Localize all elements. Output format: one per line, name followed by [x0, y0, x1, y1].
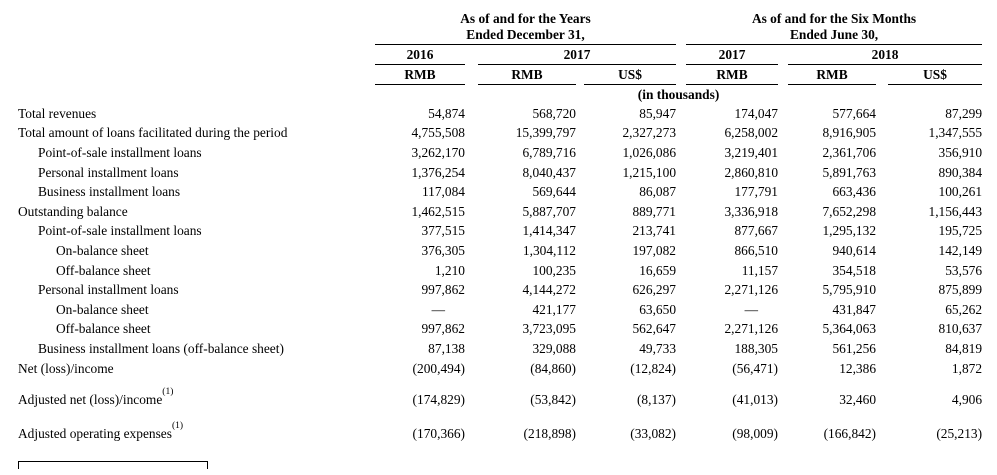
footnote-divider — [18, 461, 208, 469]
table-row — [0, 222, 997, 242]
cell-value: (41,013) — [732, 392, 779, 408]
margin-spacer — [982, 202, 997, 222]
margin-spacer — [982, 104, 997, 124]
cell-value: 54,874 — [428, 105, 465, 121]
margin-spacer — [982, 261, 997, 281]
column-gap — [778, 378, 788, 412]
column-gap — [778, 300, 788, 320]
table-row — [0, 412, 997, 446]
margin-spacer — [982, 378, 997, 412]
year-header-2017-sixmonths: 2017 — [686, 45, 778, 65]
column-gap — [576, 124, 584, 144]
column-gap — [576, 65, 584, 85]
column-gap — [676, 202, 686, 222]
column-gap — [676, 124, 686, 144]
column-gap — [778, 104, 788, 124]
table-row — [0, 241, 997, 261]
column-gap — [576, 280, 584, 300]
row-label: Off-balance sheet — [56, 262, 151, 278]
column-gap — [778, 241, 788, 261]
currency-header: RMB — [478, 65, 576, 85]
row-label: Business installment loans — [38, 184, 181, 200]
cell-value: 866,510 — [734, 242, 779, 258]
column-gap — [876, 65, 888, 85]
header-spacer — [0, 8, 375, 45]
group-header-annual-line2: Ended December 31, — [466, 27, 585, 42]
table-row — [0, 359, 997, 379]
row-label: Net (loss)/income — [18, 360, 114, 376]
cell-value: 4,906 — [951, 392, 983, 408]
margin-spacer — [982, 45, 997, 65]
cell-value: 197,082 — [632, 242, 677, 258]
column-gap — [576, 320, 584, 340]
column-gap — [576, 378, 584, 412]
column-gap — [576, 163, 584, 183]
column-gap — [465, 45, 478, 65]
column-gap — [465, 202, 478, 222]
cell-value: 6,258,002 — [724, 125, 779, 141]
margin-spacer — [982, 241, 997, 261]
column-gap — [778, 163, 788, 183]
column-gap — [465, 280, 478, 300]
cell-value: (98,009) — [732, 426, 779, 442]
group-header-annual-line1: As of and for the Years — [460, 11, 591, 26]
cell-value: 7,652,298 — [822, 203, 877, 219]
cell-value: 1,872 — [951, 360, 983, 376]
header-spacer — [0, 65, 375, 85]
cell-value: 4,755,508 — [411, 125, 465, 141]
column-gap — [876, 222, 888, 242]
column-gap — [778, 412, 788, 446]
row-label: Personal installment loans — [38, 164, 179, 180]
table-body — [0, 104, 997, 446]
cell-value: (218,898) — [523, 426, 576, 442]
cell-value: 3,336,918 — [724, 203, 779, 219]
column-gap — [876, 143, 888, 163]
cell-value: 562,647 — [632, 321, 677, 337]
margin-spacer — [982, 339, 997, 359]
units-note: (in thousands) — [637, 86, 720, 102]
cell-value: 8,916,905 — [822, 125, 877, 141]
column-gap — [876, 241, 888, 261]
column-gap — [465, 378, 478, 412]
column-gap — [676, 182, 686, 202]
column-gap — [676, 300, 686, 320]
column-gap — [778, 222, 788, 242]
column-gap — [778, 359, 788, 379]
table-row — [0, 163, 997, 183]
column-gap — [676, 320, 686, 340]
cell-value: 997,862 — [421, 321, 465, 337]
column-gap — [576, 412, 584, 446]
cell-value: 377,515 — [421, 223, 465, 239]
row-label: Personal installment loans — [38, 282, 179, 298]
currency-header: RMB — [686, 65, 778, 85]
cell-value: 940,614 — [832, 242, 877, 258]
column-gap — [465, 261, 478, 281]
group-gap — [676, 8, 686, 45]
cell-value: (166,842) — [823, 426, 877, 442]
table-row — [0, 202, 997, 222]
cell-value: 2,860,810 — [724, 164, 779, 180]
column-gap — [876, 280, 888, 300]
cell-value: 117,084 — [421, 184, 465, 200]
cell-value: 577,664 — [832, 105, 877, 121]
header-group-row — [0, 8, 997, 45]
cell-value: 213,741 — [632, 223, 677, 239]
column-gap — [576, 339, 584, 359]
column-gap — [778, 261, 788, 281]
cell-value: 1,304,112 — [522, 242, 576, 258]
cell-value: 2,271,126 — [724, 321, 779, 337]
cell-value: 663,436 — [832, 184, 877, 200]
cell-value: 3,219,401 — [724, 144, 779, 160]
cell-value: 2,327,273 — [622, 125, 677, 141]
currency-header: US$ — [584, 65, 676, 85]
column-gap — [876, 261, 888, 281]
header-spacer — [0, 45, 375, 65]
column-gap — [876, 378, 888, 412]
column-gap — [465, 65, 478, 85]
cell-value: 5,887,707 — [522, 203, 576, 219]
cell-value: 1,376,254 — [411, 164, 465, 180]
column-gap — [676, 339, 686, 359]
currency-header: RMB — [375, 65, 465, 85]
currency-header: US$ — [888, 65, 982, 85]
cell-value: 569,644 — [532, 184, 576, 200]
cell-value: 100,235 — [532, 262, 576, 278]
table-row — [0, 378, 997, 412]
cell-value: 174,047 — [734, 105, 779, 121]
cell-value: 356,910 — [938, 144, 983, 160]
row-label: Off-balance sheet — [56, 321, 151, 337]
column-gap — [465, 163, 478, 183]
group-header-annual — [375, 8, 676, 45]
cell-value: (33,082) — [630, 426, 677, 442]
currency-header: RMB — [788, 65, 876, 85]
cell-value: 329,088 — [532, 340, 576, 356]
row-label: Point-of-sale installment loans — [38, 144, 202, 160]
margin-spacer — [982, 359, 997, 379]
year-header-2017-annual: 2017 — [478, 45, 676, 65]
group-gap — [676, 65, 686, 85]
financial-summary-table — [0, 8, 997, 446]
cell-value: 177,791 — [734, 184, 779, 200]
group-header-sixmonths — [686, 8, 982, 45]
margin-spacer — [982, 320, 997, 340]
column-gap — [576, 104, 584, 124]
header-spacer — [0, 85, 375, 105]
cell-value: 87,299 — [945, 105, 983, 121]
column-gap — [676, 280, 686, 300]
cell-value: 1,210 — [434, 262, 465, 278]
cell-value: 1,414,347 — [522, 223, 576, 239]
column-gap — [876, 320, 888, 340]
cell-value: 431,847 — [832, 301, 877, 317]
column-gap — [465, 339, 478, 359]
cell-value: 1,026,086 — [622, 144, 677, 160]
cell-value: 5,795,910 — [822, 282, 877, 298]
column-gap — [576, 261, 584, 281]
column-gap — [876, 339, 888, 359]
cell-value: 3,262,170 — [411, 144, 465, 160]
margin-spacer — [982, 300, 997, 320]
header-years-row — [0, 45, 997, 65]
column-gap — [876, 359, 888, 379]
column-gap — [465, 300, 478, 320]
column-gap — [778, 65, 788, 85]
margin-spacer — [982, 124, 997, 144]
column-gap — [465, 241, 478, 261]
row-label: Total revenues — [18, 105, 97, 121]
cell-value: 1,156,443 — [928, 203, 983, 219]
cell-value: 2,361,706 — [822, 144, 877, 160]
table-row — [0, 104, 997, 124]
column-gap — [576, 241, 584, 261]
column-gap — [778, 280, 788, 300]
cell-value: 84,819 — [945, 340, 983, 356]
column-gap — [465, 412, 478, 446]
column-gap — [778, 320, 788, 340]
column-gap — [778, 124, 788, 144]
cell-value: 100,261 — [938, 184, 983, 200]
row-label: On-balance sheet — [56, 301, 149, 317]
cell-value: 8,040,437 — [522, 164, 576, 180]
column-gap — [876, 412, 888, 446]
column-gap — [465, 104, 478, 124]
row-label: Business installment loans (off-balance sheet) — [38, 340, 284, 356]
cell-value: 2,271,126 — [724, 282, 779, 298]
column-gap — [465, 143, 478, 163]
cell-value: 626,297 — [632, 282, 677, 298]
group-header-sixmonths-line2: Ended June 30, — [789, 27, 879, 42]
row-label: Adjusted net (loss)/income$^{(1)}$ — [18, 386, 174, 408]
cell-value: (12,824) — [630, 360, 677, 376]
cell-value: 86,087 — [639, 184, 677, 200]
footnote-marker: (1) — [162, 386, 174, 397]
column-gap — [465, 124, 478, 144]
cell-value: 11,157 — [741, 262, 779, 278]
cell-value: (56,471) — [732, 360, 779, 376]
cell-value: 875,899 — [938, 282, 983, 298]
column-gap — [676, 412, 686, 446]
cell-value: 1,295,132 — [822, 223, 877, 239]
cell-value: 142,149 — [938, 242, 983, 258]
column-gap — [876, 182, 888, 202]
margin-spacer — [982, 85, 997, 105]
column-gap — [778, 202, 788, 222]
column-gap — [576, 143, 584, 163]
cell-value: 997,862 — [421, 282, 465, 298]
column-gap — [465, 359, 478, 379]
cell-value: 87,138 — [428, 340, 465, 356]
cell-value: 15,399,797 — [515, 125, 576, 141]
column-gap — [576, 300, 584, 320]
margin-spacer — [982, 163, 997, 183]
row-label: Total amount of loans facilitated during the period — [18, 125, 288, 141]
table-row — [0, 320, 997, 340]
cell-value: 6,789,716 — [522, 144, 576, 160]
margin-spacer — [982, 8, 997, 45]
column-gap — [676, 163, 686, 183]
cell-value: 561,256 — [832, 340, 877, 356]
column-gap — [676, 261, 686, 281]
margin-spacer — [982, 280, 997, 300]
column-gap — [676, 359, 686, 379]
cell-value: 32,460 — [839, 392, 877, 408]
cell-value: 1,215,100 — [622, 164, 677, 180]
margin-spacer — [982, 143, 997, 163]
table-row — [0, 300, 997, 320]
column-gap — [576, 222, 584, 242]
cell-value: 5,891,763 — [822, 164, 877, 180]
cell-value: (84,860) — [530, 360, 576, 376]
column-gap — [876, 124, 888, 144]
cell-value: 877,667 — [734, 223, 779, 239]
cell-value: (200,494) — [412, 360, 465, 376]
column-gap — [465, 222, 478, 242]
cell-value: (174,829) — [412, 392, 465, 408]
column-gap — [676, 143, 686, 163]
column-gap — [576, 182, 584, 202]
row-label: Outstanding balance — [18, 203, 128, 219]
cell-value: 568,720 — [532, 105, 576, 121]
cell-value: 1,462,515 — [411, 203, 465, 219]
row-label: On-balance sheet — [56, 242, 149, 258]
cell-value: 1,347,555 — [928, 125, 983, 141]
units-row — [0, 85, 997, 105]
row-label: Adjusted operating expenses$^{(1)}$ — [18, 420, 184, 442]
header-currency-row — [0, 65, 997, 85]
cell-value: 3,723,095 — [522, 321, 576, 337]
cell-value: 195,725 — [938, 223, 983, 239]
cell-value: 890,384 — [938, 164, 983, 180]
table-row — [0, 124, 997, 144]
cell-value: 4,144,272 — [522, 282, 576, 298]
cell-value: (25,213) — [936, 426, 983, 442]
column-gap — [676, 378, 686, 412]
cell-value: 889,771 — [632, 203, 677, 219]
column-gap — [876, 104, 888, 124]
cell-value: 65,262 — [945, 301, 983, 317]
cell-value: 5,364,063 — [822, 321, 877, 337]
column-gap — [876, 163, 888, 183]
cell-value: (8,137) — [636, 392, 677, 408]
margin-spacer — [982, 412, 997, 446]
cell-value: (53,842) — [530, 392, 576, 408]
cell-value: 188,305 — [734, 340, 779, 356]
column-gap — [465, 182, 478, 202]
cell-value: 63,650 — [639, 301, 677, 317]
cell-value: — — [431, 301, 445, 317]
margin-spacer — [982, 182, 997, 202]
year-header-2018: 2018 — [788, 45, 982, 65]
column-gap — [876, 202, 888, 222]
cell-value: (170,366) — [412, 426, 465, 442]
column-gap — [676, 222, 686, 242]
cell-value: 376,305 — [421, 242, 465, 258]
margin-spacer — [982, 65, 997, 85]
cell-value: 12,386 — [839, 360, 877, 376]
margin-spacer — [982, 222, 997, 242]
table-row — [0, 182, 997, 202]
cell-value: 16,659 — [639, 262, 677, 278]
cell-value: 354,518 — [832, 262, 877, 278]
column-gap — [576, 359, 584, 379]
year-header-2016: 2016 — [375, 45, 465, 65]
column-gap — [778, 45, 788, 65]
table-row — [0, 339, 997, 359]
footnote-marker: (1) — [171, 420, 184, 431]
column-gap — [576, 202, 584, 222]
cell-value: 421,177 — [532, 301, 576, 317]
column-gap — [676, 104, 686, 124]
column-gap — [778, 143, 788, 163]
table-row — [0, 143, 997, 163]
group-header-sixmonths-line1: As of and for the Six Months — [751, 11, 917, 26]
column-gap — [876, 300, 888, 320]
column-gap — [778, 339, 788, 359]
group-gap — [676, 45, 686, 65]
column-gap — [676, 241, 686, 261]
table-row — [0, 261, 997, 281]
cell-value: 810,637 — [938, 321, 983, 337]
cell-value: — — [744, 301, 759, 317]
row-label: Point-of-sale installment loans — [38, 223, 202, 239]
cell-value: 85,947 — [639, 105, 677, 121]
cell-value: 49,733 — [639, 340, 677, 356]
column-gap — [465, 320, 478, 340]
table-row — [0, 280, 997, 300]
column-gap — [778, 182, 788, 202]
cell-value: 53,576 — [945, 262, 983, 278]
